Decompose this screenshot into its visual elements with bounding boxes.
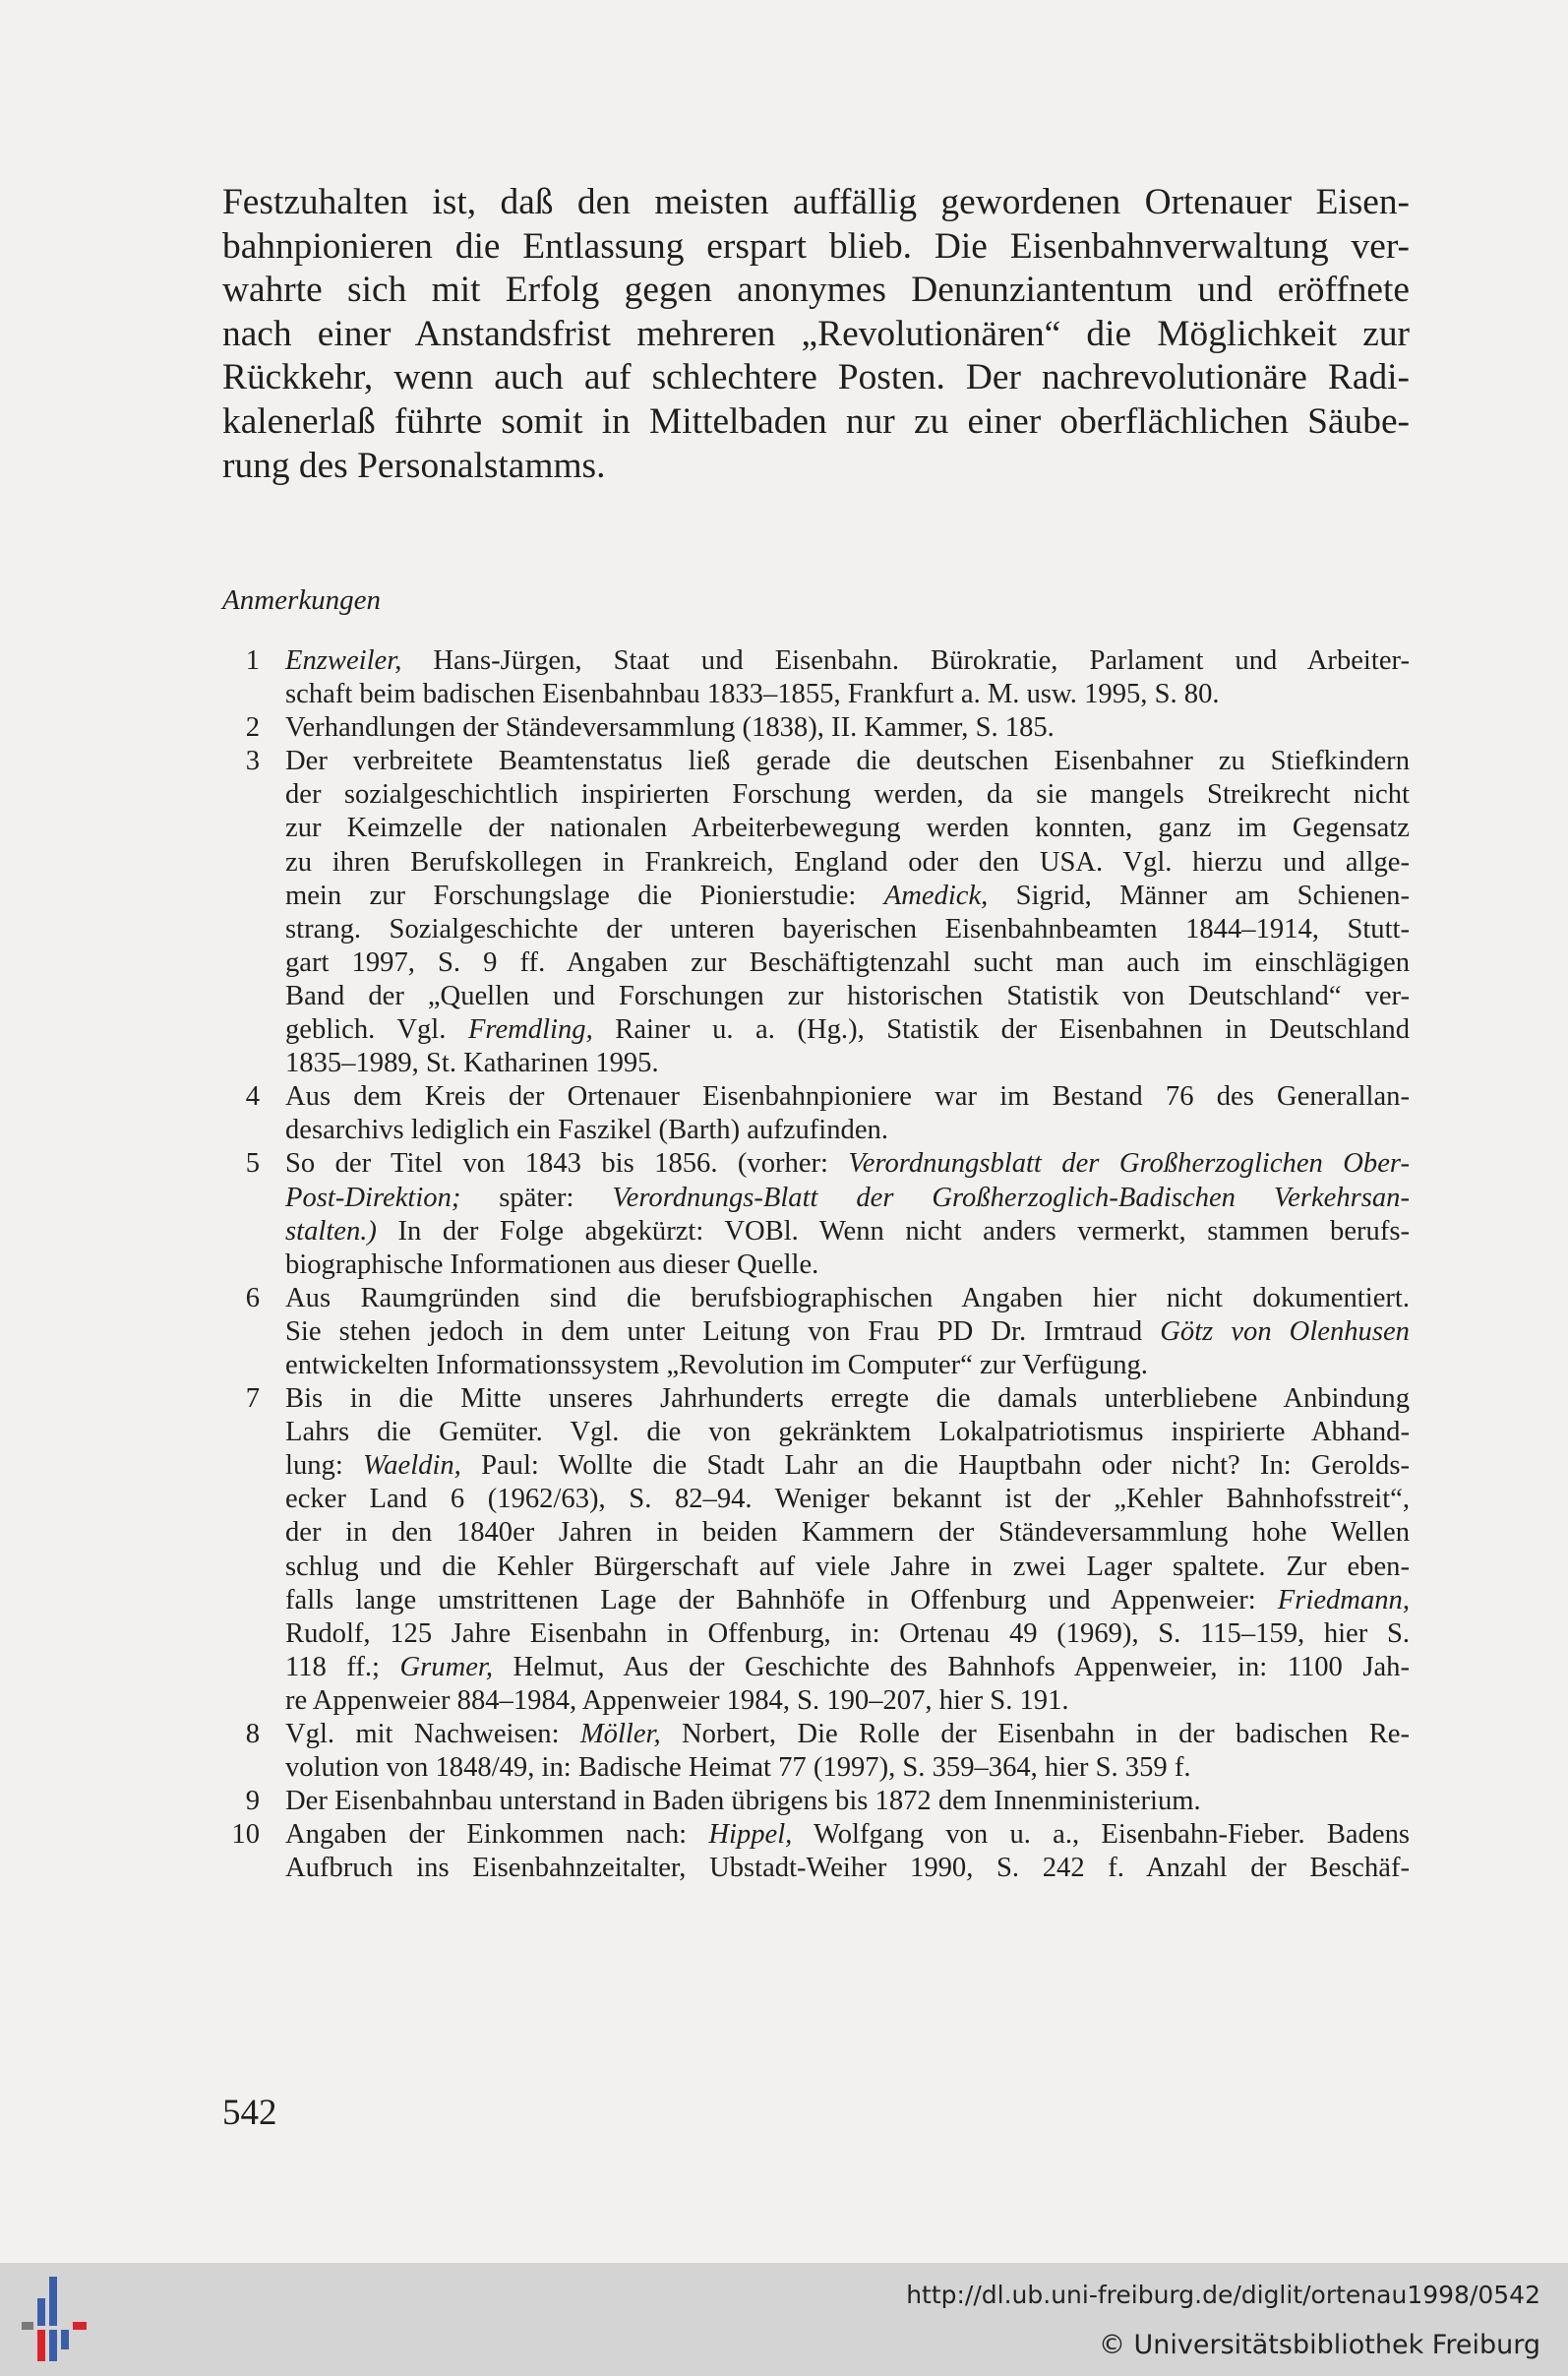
footnote-line (285, 812, 1410, 845)
footnote-line (285, 711, 1410, 745)
notes-heading: Anmerkungen (222, 584, 382, 616)
footnote-line (285, 678, 1410, 711)
footnote-line (285, 1147, 1410, 1181)
footnote-line (285, 1449, 1410, 1483)
footnote-text: volution von 1848/49, in: Badische Heimat 77 (1997), S. 359–364, hier S. 359 f. (285, 1752, 1191, 1784)
footnotes-list (222, 644, 1410, 1885)
footnote-line (285, 1315, 1410, 1349)
footnote-line (285, 778, 1410, 812)
footnote-text: schlug und die Kehler Bürgerschaft auf viele Jahre in zwei Lager spaltete. Zur eben- (285, 1551, 1410, 1582)
footnote-item (222, 1818, 1410, 1885)
footnote-text: Helmut, Aus der Geschichte des Bahnhofs Appenweier, in: 1100 Jah- (493, 1651, 1410, 1682)
body-line: kalenerlaß führte somit in Mittelbaden nur zu einer oberflächlichen Säube- (222, 400, 1410, 442)
footnote-text: geblich. Vgl. (285, 1014, 468, 1046)
footnote-text: In der Folge abgekürzt: VOBl. Wenn nicht anders vermerkt, stammen berufs- (376, 1215, 1410, 1247)
body-line: Festzuhalten ist, daß den meisten auffällig gewordenen Ortenauer Eisen- (222, 182, 1410, 222)
footnote-number: 10 (231, 1819, 260, 1851)
ub-freiburg-logo-icon (12, 2273, 100, 2366)
footnote-text: schaft beim badischen Eisenbahnbau 1833–1855, Frankfurt a. M. usw. 1995, S. 80. (285, 679, 1220, 710)
italic-author-text: Möller, (579, 1719, 661, 1749)
footnote-line (285, 1751, 1410, 1785)
footnote-line (285, 1114, 1410, 1147)
source-url-link[interactable]: http://dl.ub.uni-freiburg.de/diglit/ortenau1998/0542 (906, 2281, 1540, 2309)
footnote-text: 118 ff.; (285, 1651, 400, 1682)
footnote-line (285, 1382, 1410, 1416)
footnote-line (285, 1182, 1410, 1215)
footnote-line (285, 1818, 1410, 1852)
footer-bar (0, 2263, 1568, 2376)
italic-author-text: Friedmann, (1277, 1584, 1410, 1615)
page-number: 542 (222, 2093, 277, 2133)
footnote-item (222, 711, 1410, 745)
body-line: bahnpionieren die Entlassung erspart blieb. Die Eisenbahnverwaltung ver- (222, 225, 1410, 267)
footnote-line (285, 1013, 1410, 1047)
footnote-text: Sigrid, Männer am Schienen- (988, 880, 1410, 911)
footnote-line (285, 913, 1410, 946)
italic-author-text: Verordnungsblatt der Großherzoglichen Ober- (848, 1148, 1410, 1180)
footnote-line (285, 1416, 1410, 1449)
footnote-item (222, 1147, 1410, 1281)
footnote-number: 6 (245, 1282, 260, 1313)
footnote-line (285, 1249, 1410, 1282)
footnote-text: lung: (285, 1450, 364, 1482)
footnote-text: strang. Sozialgeschichte der unteren bayerischen Eisenbahnbeamten 1844–1914, Stutt- (285, 913, 1410, 944)
footnote-line (285, 1215, 1410, 1249)
body-line: wahrte sich mit Erfolg gegen anonymes Denunziantentum und eröffnete (222, 270, 1410, 311)
footnote-line (285, 1718, 1410, 1751)
footnote-line (285, 1651, 1410, 1684)
footnote-text: Aus Raumgründen sind die berufsbiographischen Angaben hier nicht dokumentiert. (285, 1282, 1410, 1313)
footnote-text: falls lange umstrittenen Lage der Bahnhöfe in Offenburg und Appenweier: (285, 1584, 1278, 1615)
body-line: Rückkehr, wenn auch auf schlechtere Posten. Der nachrevolutionäre Radi- (222, 357, 1410, 398)
footnote-item (222, 745, 1410, 1080)
footnote-line (285, 846, 1410, 880)
italic-author-text: Fremdling, (467, 1014, 593, 1046)
italic-author-text: Hippel, (708, 1819, 793, 1851)
footnote-line (285, 980, 1410, 1013)
italic-author-text: Waeldin, (363, 1450, 461, 1482)
footnote-text: Aus dem Kreis der Ortenauer Eisenbahnpioniere war im Bestand 76 des Generallan- (285, 1081, 1410, 1113)
footnote-text: Bis in die Mitte unseres Jahrhunderts erregte die damals unterbliebene Anbindung (285, 1383, 1410, 1415)
italic-author-text: Amedick, (883, 880, 989, 911)
footnote-text: entwickelten Informationssystem „Revolution im Computer“ zur Verfügung. (285, 1349, 1148, 1380)
footnote-text: Norbert, Die Rolle der Eisenbahn in der badischen Re- (660, 1719, 1410, 1749)
footnote-text: So der Titel von 1843 bis 1856. (vorher: (285, 1148, 849, 1180)
footnote-text: 1835–1989, St. Katharinen 1995. (285, 1048, 659, 1079)
footnote-text: der in den 1840er Jahren in beiden Kammern der Ständeversammlung hohe Wellen (285, 1517, 1410, 1549)
italic-author-text: Götz von Olenhusen (1160, 1315, 1410, 1347)
footnote-text: Angaben der Einkommen nach: (285, 1819, 709, 1851)
footnote-text: gart 1997, S. 9 ff. Angaben zur Beschäftigtenzahl sucht man auch im einschlägigen (285, 946, 1410, 978)
footnote-line (285, 745, 1410, 778)
footnote-text: Aufbruch ins Eisenbahnzeitalter, Ubstadt-Weiher 1990, S. 242 f. Anzahl der Beschäf- (285, 1853, 1410, 1884)
footnote-line (285, 1516, 1410, 1550)
footnote-text: Band der „Quellen und Forschungen zur historischen Statistik von Deutschland“ ver- (285, 980, 1410, 1011)
footnote-number: 9 (245, 1786, 260, 1817)
footnote-item (222, 1282, 1410, 1382)
footnote-line (285, 1617, 1410, 1651)
footnote-text: Lahrs die Gemüter. Vgl. die von gekränktem Lokalpatriotismus inspirierte Abhand- (285, 1417, 1410, 1448)
footnote-number: 2 (245, 712, 260, 744)
footnote-text: Der verbreitete Beamtenstatus ließ gerade die deutschen Eisenbahner zu Stiefkindern (285, 746, 1410, 777)
footnote-text: biographische Informationen aus dieser Quelle. (285, 1249, 819, 1280)
footnote-text: zur Keimzelle der nationalen Arbeiterbewegung werden konnten, ganz im Gegensatz (285, 813, 1410, 844)
footnote-text: Der Eisenbahnbau unterstand in Baden übrigens bis 1872 dem Innenministerium. (285, 1786, 1201, 1817)
footnote-line (285, 1282, 1410, 1315)
footnote-line (285, 1483, 1410, 1516)
footnote-text: Sie stehen jedoch in dem unter Leitung von Frau PD Dr. Irmtraud (285, 1315, 1161, 1347)
italic-author-text: stalten.) (285, 1215, 377, 1247)
footnote-line (285, 1047, 1410, 1080)
footnote-line (285, 1080, 1410, 1114)
italic-author-text: Post-Direktion; (285, 1182, 461, 1213)
italic-author-text: Grumer, (399, 1651, 494, 1682)
footnote-text: Wolfgang von u. a., Eisenbahn-Fieber. Badens (792, 1819, 1411, 1851)
footnote-number: 3 (245, 746, 260, 777)
footnote-item (222, 1382, 1410, 1718)
italic-author-text: Enzweiler, (285, 645, 402, 676)
footnote-line (285, 880, 1410, 913)
footnote-text: Vgl. mit Nachweisen: (285, 1719, 580, 1749)
italic-author-text: Verordnungs-Blatt der Großherzoglich-Badischen Verkehrsan- (612, 1182, 1410, 1213)
footnote-line (285, 1785, 1410, 1818)
footnote-text: Rainer u. a. (Hg.), Statistik der Eisenbahnen in Deutschland (592, 1014, 1410, 1046)
footnote-number: 1 (245, 645, 260, 676)
footnote-text: Paul: Wollte die Stadt Lahr an die Hauptbahn oder nicht? In: Gerolds- (460, 1450, 1410, 1482)
footnote-text: Rudolf, 125 Jahre Eisenbahn in Offenburg, in: Ortenau 49 (1969), S. 115–159, hier S. (285, 1617, 1410, 1649)
footnote-text: Verhandlungen der Ständeversammlung (1838), II. Kammer, S. 185. (285, 712, 1055, 744)
footnote-line (285, 1852, 1410, 1885)
footnote-text: mein zur Forschungslage die Pionierstudie: (285, 880, 884, 911)
footnote-number: 8 (245, 1719, 260, 1749)
footnote-text: der sozialgeschichtlich inspirierten Forschung werden, da sie mangels Streikrecht nicht (285, 779, 1410, 811)
footnote-text: desarchivs lediglich ein Faszikel (Barth) aufzufinden. (285, 1115, 888, 1146)
footnote-line (285, 1684, 1410, 1718)
footnote-text: ecker Land 6 (1962/63), S. 82–94. Weniger bekannt ist der „Kehler Bahnhofsstreit“, (285, 1484, 1410, 1515)
footnote-line (285, 1584, 1410, 1617)
footnote-line (285, 1551, 1410, 1584)
footnote-item (222, 644, 1410, 711)
footnote-line (285, 644, 1410, 678)
footnote-line (285, 1349, 1410, 1382)
footnote-item (222, 1080, 1410, 1147)
footnote-number: 4 (245, 1081, 260, 1113)
footnote-text: zu ihren Berufskollegen in Frankreich, England oder den USA. Vgl. hierzu und allge- (285, 846, 1410, 878)
body-line: nach einer Anstandsfrist mehreren „Revolutionären“ die Möglichkeit zur (222, 313, 1410, 354)
footnote-text: re Appenweier 884–1984, Appenweier 1984, S. 190–207, hier S. 191. (285, 1684, 1069, 1716)
body-paragraph (222, 181, 1410, 488)
footnote-number: 5 (245, 1148, 260, 1180)
footnote-line (285, 946, 1410, 980)
footnote-item (222, 1785, 1410, 1818)
footnote-number: 7 (245, 1383, 260, 1415)
copyright-text: © Universitätsbibliothek Freiburg (1098, 2330, 1540, 2360)
footnote-item (222, 1718, 1410, 1785)
footnote-text: Hans-Jürgen, Staat und Eisenbahn. Bürokratie, Parlament und Arbeiter- (401, 645, 1410, 676)
body-line: rung des Personalstamms. (222, 445, 606, 486)
footnote-text: später: (460, 1182, 613, 1213)
